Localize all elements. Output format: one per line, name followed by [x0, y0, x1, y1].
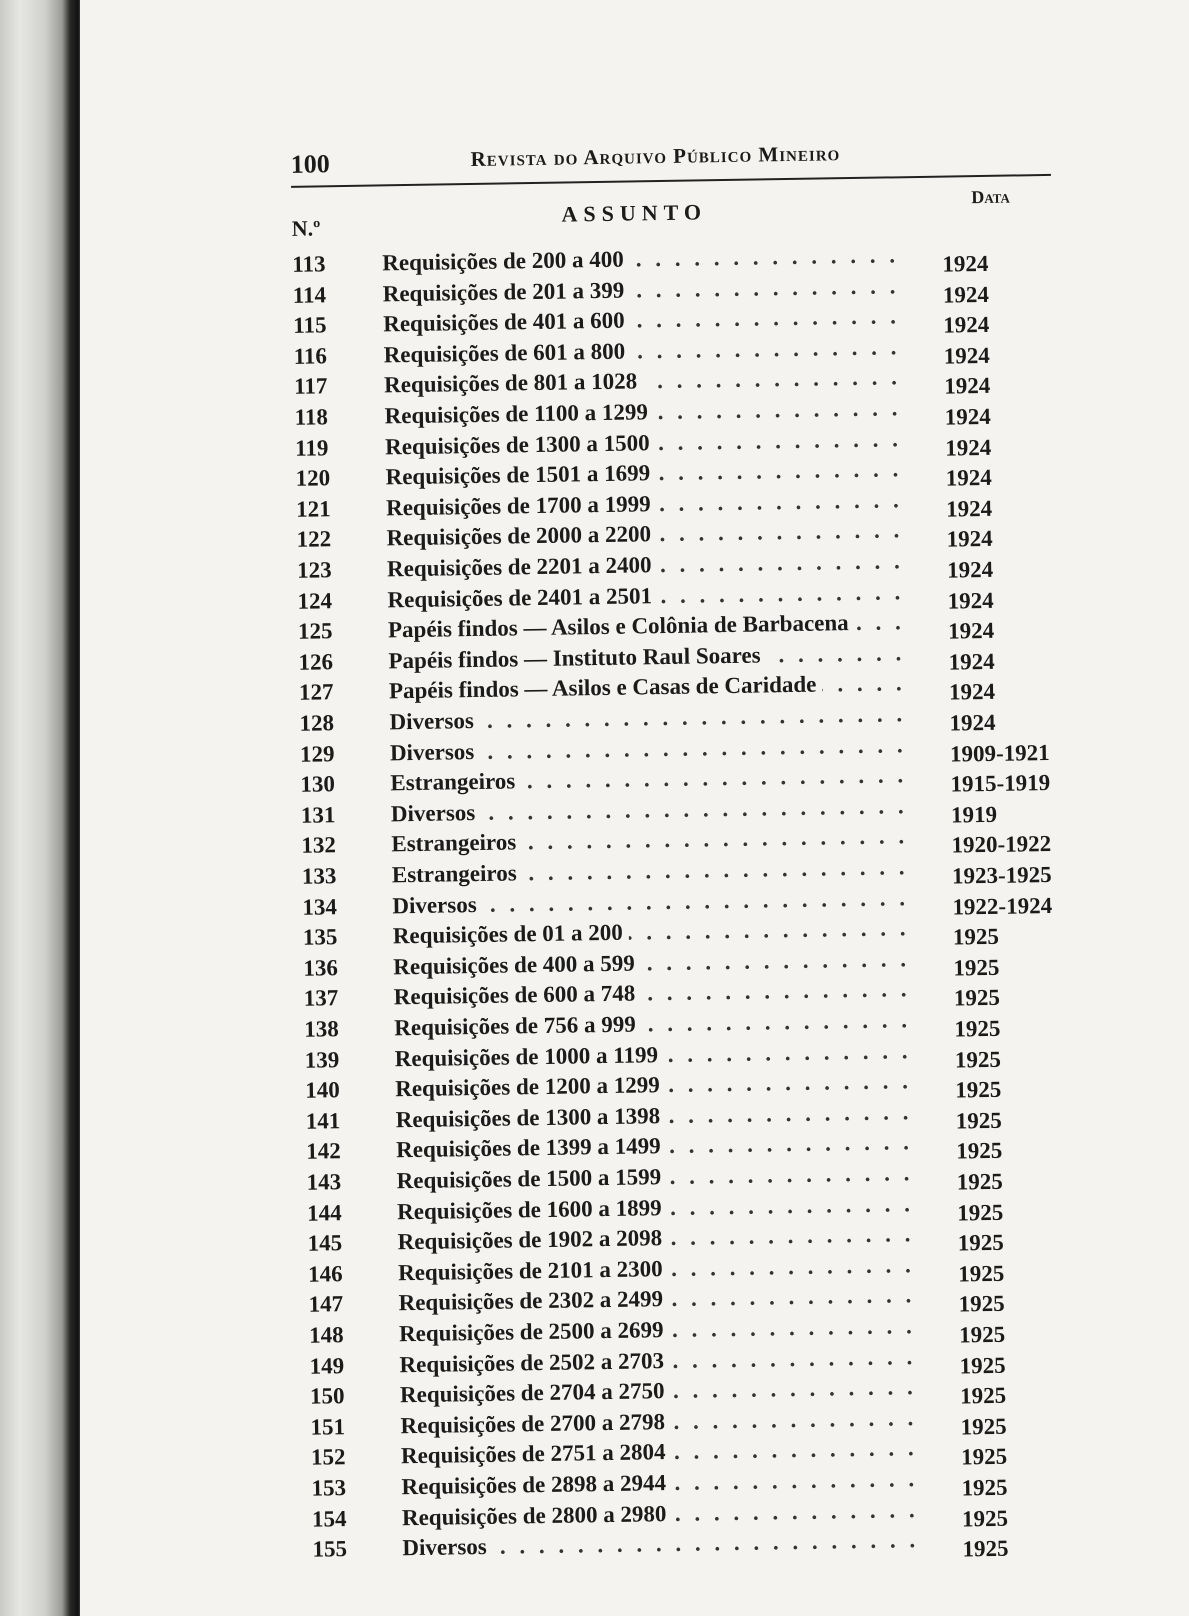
entry-subject-text: Requisições de 01 a 200	[393, 920, 629, 949]
entry-number: 119	[294, 434, 329, 461]
entry-subject-text: Estrangeiros	[391, 830, 522, 857]
entry-subject-text: Diversos	[402, 1534, 493, 1560]
entry-number: 144	[306, 1199, 342, 1226]
entry-subject-text: Diversos	[389, 708, 480, 734]
entry-number: 133	[301, 863, 337, 889]
entry-number: 140	[305, 1077, 340, 1103]
entry-subject-text: Papéis findos — Asilos e Colônia de Barbacena	[388, 610, 855, 642]
entry-subject-text: Requisições de 1300 a 1500	[385, 430, 656, 459]
entry-date: 1925	[961, 1474, 1008, 1501]
entry-number: 151	[310, 1413, 346, 1440]
column-header-date: Data	[971, 186, 1010, 208]
entry-subject-text: Requisições de 400 a 599	[393, 950, 641, 979]
entry-date: 1919	[950, 801, 998, 828]
entry-date: 1925	[959, 1382, 1007, 1409]
entry-number: 138	[304, 1016, 339, 1042]
book-binding	[0, 0, 80, 1616]
entry-date: 1925	[958, 1260, 1005, 1287]
entry-date: 1924	[945, 465, 992, 491]
entry-subject-text: Requisições de 2751 a 2804	[401, 1439, 672, 1468]
entry-number: 134	[302, 893, 338, 920]
entry-number: 142	[306, 1138, 341, 1165]
entry-number: 113	[292, 251, 326, 277]
entry-number: 126	[298, 649, 334, 675]
entry-number: 124	[297, 587, 333, 614]
entry-date: 1920-1922	[951, 831, 1052, 858]
entry-date: 1925	[954, 1046, 1002, 1073]
entry-subject-text: Estrangeiros	[390, 768, 521, 795]
entry-date: 1924	[948, 648, 995, 675]
entry-number: 122	[296, 526, 332, 553]
entry-date: 1924	[949, 709, 996, 736]
entry-date: 1925	[952, 923, 1000, 950]
entry-subject-text: Requisições de 1200 a 1299	[395, 1072, 666, 1101]
page-header	[290, 130, 1061, 182]
entry-number: 132	[301, 832, 337, 859]
entry-subject-text: Requisições de 1300 a 1398	[396, 1103, 667, 1132]
entry-subject-text: Requisições de 601 a 800	[384, 338, 632, 367]
entry-date: 1925	[953, 954, 1000, 981]
entry-date: 1924	[948, 679, 996, 705]
entry-number: 117	[293, 373, 328, 400]
entry-date: 1925	[961, 1505, 1009, 1532]
entry-subject-text: Requisições de 2302 a 2499	[398, 1286, 669, 1315]
entry-subject-text: Requisições de 201 a 399	[383, 277, 631, 306]
entry-date: 1924	[944, 373, 991, 399]
entry-number: 118	[294, 404, 329, 430]
entry-subject-text: Estrangeiros	[392, 860, 523, 887]
entry-date: 1924	[942, 250, 989, 277]
entry-number: 147	[308, 1291, 344, 1318]
entry-date: 1925	[953, 985, 1001, 1011]
entry-number: 149	[309, 1352, 345, 1379]
running-title: Revista do Arquivo Público Mineiro	[470, 141, 841, 172]
entry-number: 154	[311, 1505, 347, 1532]
entry-number: 141	[305, 1107, 341, 1134]
entry-date: 1915-1919	[950, 770, 1051, 797]
entry-number: 153	[311, 1475, 347, 1501]
entry-subject-text: Diversos	[390, 739, 481, 765]
entry-number: 115	[293, 312, 327, 339]
entry-date: 1925	[960, 1413, 1007, 1440]
column-header-subject: ASSUNTO	[561, 199, 708, 227]
entry-date: 1924	[946, 556, 994, 583]
entry-subject-text: Requisições de 801 a 1028	[384, 369, 643, 398]
entry-date: 1925	[955, 1076, 1002, 1103]
entry-number: 136	[303, 954, 339, 981]
entry-subject-text: Requisições de 2800 a 2980	[402, 1501, 673, 1530]
entry-number: 145	[307, 1230, 343, 1256]
column-header-number: N.º	[291, 215, 321, 241]
entry-number: 137	[303, 985, 339, 1012]
entry-date: 1924	[946, 526, 993, 552]
entry-subject-text: Requisições de 200 a 400	[382, 247, 630, 276]
entry-number: 139	[304, 1046, 340, 1073]
entry-subject-text: Requisições de 2000 a 2200	[386, 522, 657, 551]
entry-subject-text: Requisições de 1902 a 2098	[397, 1225, 668, 1254]
entry-date: 1909-1921	[949, 739, 1050, 767]
entry-subject-text: Requisições de 2704 a 2750	[400, 1378, 671, 1407]
entry-list	[292, 238, 1072, 1562]
entry-subject-text: Requisições de 1501 a 1699	[385, 460, 656, 489]
entry-subject-text: Requisições de 1100 a 1299	[384, 399, 654, 428]
entry-subject-text: Diversos	[391, 800, 482, 826]
entry-number: 114	[292, 281, 327, 308]
entry-subject-text: Requisições de 2201 a 2400	[387, 552, 658, 581]
entry-number: 143	[306, 1169, 342, 1195]
entry-date: 1925	[959, 1352, 1006, 1379]
entry-subject-text: Requisições de 2700 a 2798	[400, 1409, 671, 1438]
entry-subject-text: Diversos	[392, 892, 483, 918]
entry-date: 1924	[942, 281, 990, 308]
entry-date: 1924	[943, 312, 990, 338]
entry-number: 128	[299, 710, 335, 736]
entry-date: 1924	[944, 403, 991, 430]
entry-date: 1925	[957, 1199, 1004, 1226]
entry-subject-text: Requisições de 401 a 600	[383, 308, 631, 337]
page-number: 100	[290, 149, 330, 179]
entry-number: 152	[310, 1444, 346, 1471]
entry-date: 1925	[962, 1535, 1009, 1562]
entry-subject-text: Requisições de 1399 a 1499	[396, 1133, 667, 1162]
entry-number: 121	[295, 496, 331, 522]
entry-date: 1922-1924	[952, 892, 1053, 920]
entry-number: 130	[300, 771, 336, 797]
entry-subject-text: Requisições de 2500 a 2699	[399, 1317, 670, 1346]
entry-subject-text: Papéis findos — Asilos e Casas de Caridade	[389, 672, 823, 704]
entry-subject-text: Requisições de 1000 a 1199	[395, 1042, 665, 1071]
entry-subject-text: Requisições de 2502 a 2703	[399, 1348, 670, 1377]
entry-subject-text: Requisições de 1700 a 1999	[386, 491, 657, 520]
entry-date: 1924	[945, 434, 992, 461]
entry-number: 123	[296, 557, 332, 583]
entry-number: 148	[308, 1322, 344, 1348]
entry-subject-text: Requisições de 600 a 748	[394, 981, 642, 1010]
entry-date: 1923-1925	[951, 861, 1052, 889]
entry-number: 120	[295, 465, 331, 491]
entry-subject-text: Papéis findos — Instituto Raul Soares	[388, 642, 766, 673]
entry-subject-text: Requisições de 756 a 999	[394, 1011, 642, 1040]
entry-date: 1924	[945, 495, 993, 522]
entry-date: 1925	[956, 1138, 1003, 1164]
entry-number: 127	[298, 679, 334, 706]
header-rule	[291, 174, 1051, 188]
entry-subject-text: Requisições de 2401 a 2501	[387, 583, 658, 612]
entry-subject-text: Requisições de 2898 a 2944	[401, 1470, 672, 1499]
entry-date: 1925	[960, 1444, 1008, 1470]
entry-number: 155	[312, 1536, 348, 1562]
document-page	[280, 107, 1103, 1615]
entry-number: 131	[300, 802, 336, 828]
entry-number: 150	[309, 1383, 345, 1409]
entry-number: 129	[299, 740, 335, 767]
entry-subject-text: Requisições de 1500 a 1599	[396, 1164, 667, 1193]
entry-date: 1925	[954, 1015, 1001, 1042]
column-headers	[291, 188, 1062, 240]
entry-subject-text: Requisições de 2101 a 2300	[398, 1256, 669, 1285]
entry-number: 125	[297, 618, 333, 644]
entry-number: 146	[307, 1260, 343, 1287]
entry-date: 1925	[958, 1321, 1006, 1348]
entry-date: 1925	[957, 1229, 1004, 1256]
entry-date: 1924	[943, 342, 990, 369]
entry-date: 1925	[955, 1107, 1002, 1134]
entry-date: 1924	[947, 587, 994, 614]
entry-date: 1925	[956, 1168, 1003, 1195]
entry-subject-text: Requisições de 1600 a 1899	[397, 1195, 668, 1224]
entry-number: 135	[302, 924, 338, 950]
entry-date: 1925	[958, 1291, 1005, 1317]
entry-date: 1924	[947, 618, 995, 644]
entry-number: 116	[293, 343, 328, 369]
